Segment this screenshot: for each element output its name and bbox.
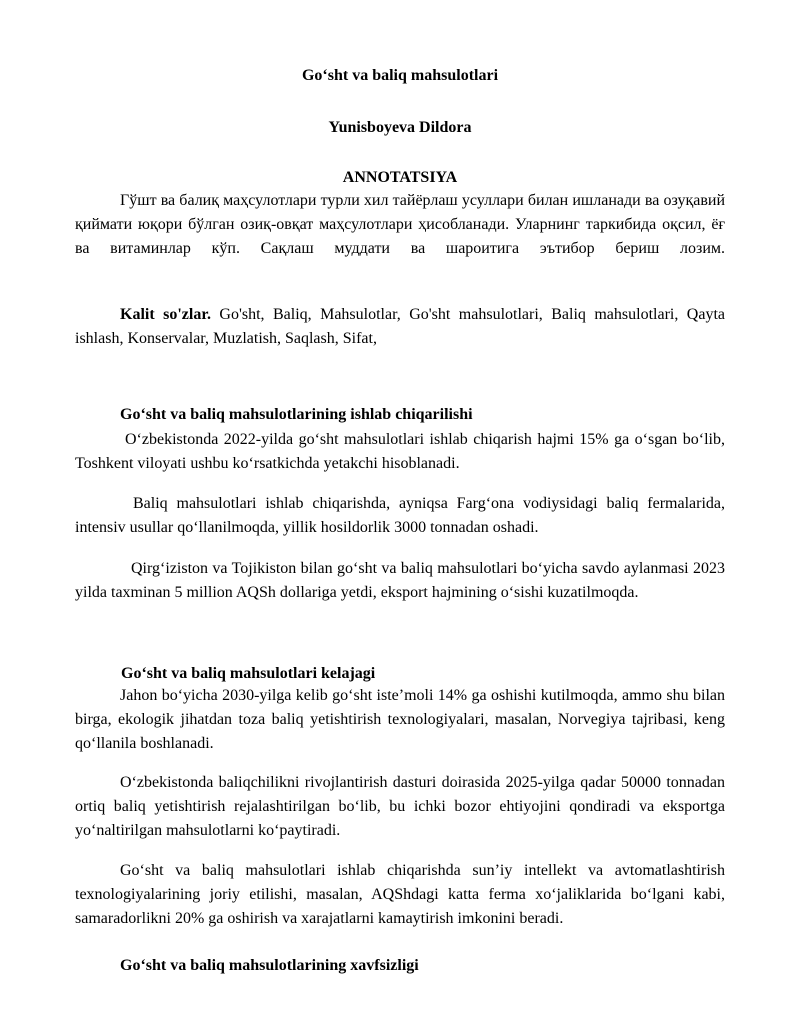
annotation-paragraph [75, 189, 725, 261]
annotation-line: Гўшт ва балиқ маҳсулотлари турли хил тайёрлаш усуллари билан ишланади [120, 192, 641, 209]
annotation-line: ва озуқавий қиймати юқори бўлган озиқ-овқат маҳсулотлари ҳисобланади. [75, 192, 726, 233]
section-heading: Go‘sht va baliq mahsulotlarining ishlab chiqarilishi [120, 406, 473, 423]
section-paragraph: Go‘sht va baliq mahsulotlari ishlab chiqarishda sun’iy intellekt va avtomatlashtirish texnologiyalarining joriy etilishi, masalan, AQShdagi katta ferma xo‘jaliklarida bo‘lgani kabi, samaradorlikni 20% ga oshirish va xarajatlarni kamaytirish imkonini beradi. [75, 862, 725, 927]
section-paragraph: O‘zbekistonda 2022-yilda go‘sht mahsulotlari ishlab chiqarish hajmi 15% ga o‘sgan bo‘lib, Toshkent viloyati ushbu ko‘rsatkichda yetakchi hisoblanadi. [75, 431, 725, 472]
section-paragraph: Qirg‘iziston va Tojikiston bilan go‘sht va baliq mahsulotlari bo‘yicha savdo aylanmasi 2023 yilda taxminan 5 million AQSh dollariga yetdi, eksport hajmining o‘sishi kuzatilmoqda. [75, 560, 725, 601]
document-page [75, 0, 725, 1035]
keywords-text: Go'sht, Baliq, Mahsulotlar, Go'sht mahsulotlari, Baliq mahsulotlari, Qayta ishlash, Konservalar, Muzlatish, Saqlash, Sifat, [75, 306, 725, 347]
keywords-label: Kalit so'zlar. [120, 306, 211, 323]
document-title: Go‘sht va baliq mahsulotlari [301, 67, 499, 84]
section-paragraph: Jahon bo‘yicha 2030-yilga kelib go‘sht iste’moli 14% ga oshishi kutilmoqda, ammo shu bilan birga, ekologik jihatdan toza baliq yetishtirish texnologiyalari, masalan, Norvegiya tajribasi, keng qo‘llanila boshlanadi. [75, 687, 725, 752]
keywords-paragraph [75, 303, 725, 351]
author-name: Yunisboyeva Dildora [328, 119, 472, 136]
section-heading: Go‘sht va baliq mahsulotlari kelajagi [121, 665, 376, 682]
annotation-line: Уларнинг таркибида оқсил, ёғ ва витаминлар кўп. Сақлаш муддати ва шароитига [75, 216, 726, 257]
annotation-heading: ANNOTATSIYA [342, 169, 458, 186]
section-paragraph: O‘zbekistonda baliqchilikni rivojlantirish dasturi doirasida 2025-yilga qadar 50000 tonnadan ortiq baliq yetishtirish rejalashtirilgan bo‘lib, bu ichki bozor ehtiyojini qondiradi va eksportga yo‘naltirilgan mahsulotlarni ko‘paytiradi. [75, 774, 725, 839]
annotation-line: эътибор бериш лозим. [539, 240, 726, 257]
section-heading: Go‘sht va baliq mahsulotlarining xavfsizligi [120, 957, 419, 974]
section-paragraph: Baliq mahsulotlari ishlab chiqarishda, ayniqsa Farg‘ona vodiysidagi baliq fermalarida, intensiv usullar qo‘llanilmoqda, yillik hosildorlik 3000 tonnadan oshadi. [75, 495, 725, 536]
